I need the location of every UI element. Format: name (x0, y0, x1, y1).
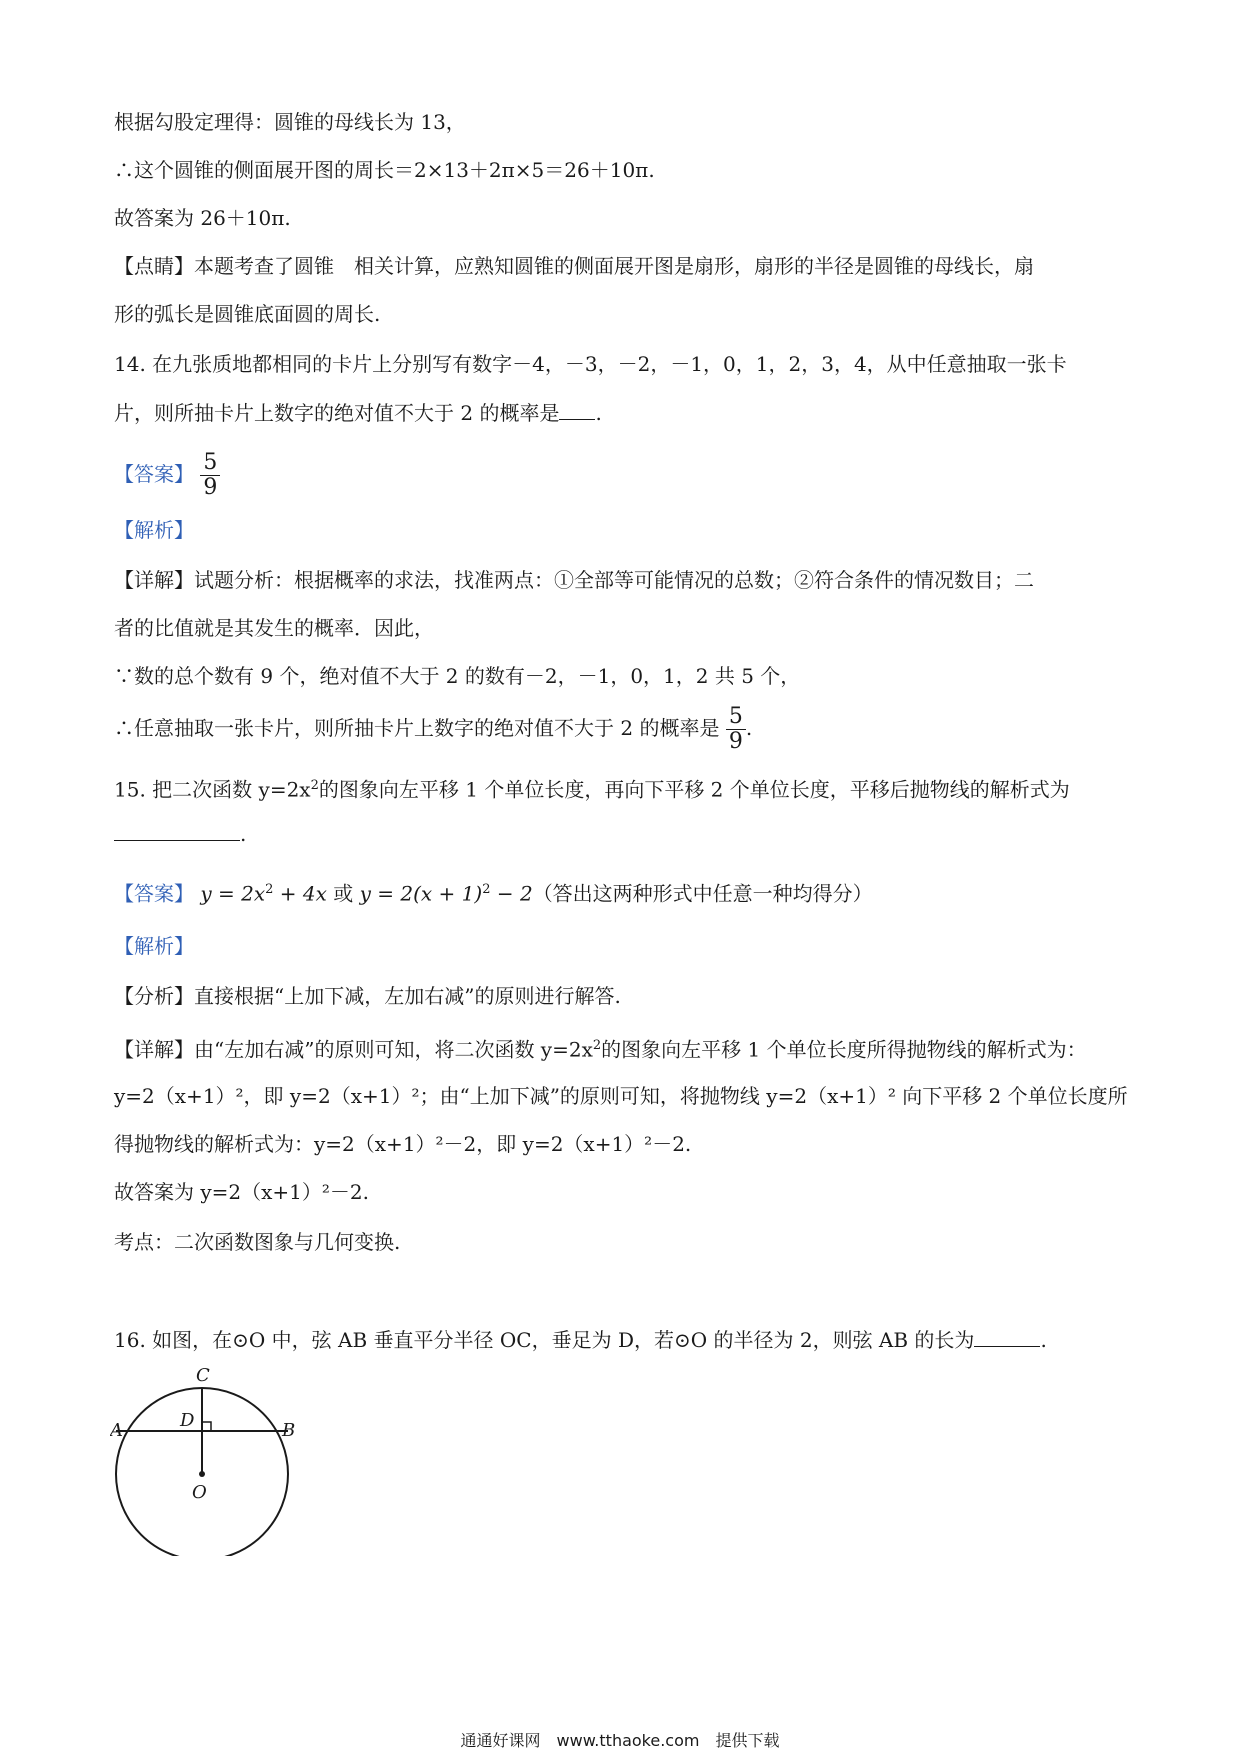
answer-blank (559, 401, 595, 420)
circle-diagram (110, 1364, 310, 1556)
analysis-tag: 【解析】 (114, 934, 194, 958)
detail-end: . (745, 716, 753, 740)
answer-tag: 【答案】 (114, 881, 194, 906)
text-line: 根据勾股定理得：圆锥的母线长为 13， (114, 110, 466, 134)
answer-blank (974, 1328, 1040, 1347)
q15-stem (114, 820, 246, 848)
fraction (200, 451, 220, 500)
label-c: C (196, 1365, 210, 1386)
q16-stem-text: 16. 如图，在⊙O 中，弦 AB 垂直平分半径 OC，垂足为 D，若⊙O 的半径为 2，则弦 AB 的长为 (114, 1328, 975, 1352)
q15-stem-end: . (240, 822, 247, 846)
detail-text: ∴任意抽取一张卡片，则所抽卡片上数字的绝对值不大于 2 的概率是 (114, 716, 720, 740)
q14-detail: 者的比值就是其发生的概率．因此， (114, 616, 434, 640)
q14-answer (114, 446, 220, 502)
answer-note: （答出这两种形式中任意一种均得分） (532, 881, 873, 906)
q14-detail (114, 566, 1034, 594)
q14-stem (114, 399, 602, 427)
superscript: 2 (592, 1038, 602, 1053)
answer-formula: − 2 (490, 881, 533, 906)
q15-detail (114, 1032, 1087, 1064)
fraction-denominator: 9 (728, 729, 743, 754)
answer-blank (114, 822, 240, 841)
analysis-tag: 【解析】 (114, 518, 194, 542)
fenxi-tag: 【分析】 (114, 984, 194, 1008)
fraction-numerator: 5 (200, 451, 220, 476)
label-o: O (192, 1482, 207, 1503)
answer-formula: y = 2(x + 1) (359, 881, 483, 906)
footer: 通通好课网 www.tthaoke.com 提供下载 (460, 1731, 780, 1750)
right-angle-mark (202, 1422, 211, 1431)
superscript: 2 (482, 882, 491, 897)
fraction-denominator: 9 (203, 475, 218, 500)
dianjing-tag: 【点睛】 (114, 254, 194, 278)
detail-text: 的图象向左平移 1 个单位长度所得抛物线的解析式为： (601, 1037, 1087, 1062)
q15-fenxi (114, 982, 621, 1010)
text-line: 形的弧长是圆锥底面圆的周长. (114, 302, 381, 326)
answer-formula: y = 2x (200, 881, 266, 906)
q16-stem-end: . (1040, 1328, 1047, 1352)
superscript: 2 (310, 778, 319, 793)
q14-stem-text: 片，则所抽卡片上数字的绝对值不大于 2 的概率是 (114, 401, 560, 425)
text-line: ∴这个圆锥的侧面展开图的周长＝2×13＋2π×5＝26＋10π. (114, 158, 655, 182)
q15-detail: 故答案为 y=2（x+1）²－2. (114, 1180, 369, 1204)
label-d: D (180, 1410, 195, 1431)
q14-stem: 14. 在九张质地都相同的卡片上分别写有数字－4，－3，－2，－1，0，1，2，3，4，从中任意抽取一张卡 (114, 352, 1067, 376)
answer-formula: + 4x (273, 881, 327, 906)
center-point (199, 1471, 205, 1477)
q15-answer (114, 876, 873, 908)
detail-tag: 【详解】 (114, 1037, 194, 1062)
text-line: 故答案为 26＋10π. (114, 206, 291, 230)
answer-or: 或 (333, 881, 354, 906)
q16-stem (114, 1326, 1047, 1354)
kaodian: 考点：二次函数图象与几何变换. (114, 1230, 401, 1254)
answer-tag: 【答案】 (114, 462, 194, 486)
superscript: 2 (265, 882, 274, 897)
q15-detail: y=2（x+1）²，即 y=2（x+1）²；由“上加下减”的原则可知，将抛物线 y=2（x+1）² 向下平移 2 个单位长度所 (114, 1084, 1128, 1108)
detail-text: 试题分析：根据概率的求法，找准两点：①全部等可能情况的总数；②符合条件的情况数目；二 (194, 568, 1034, 592)
detail-text: 由“左加右减”的原则可知，将二次函数 y=2x (194, 1037, 593, 1062)
q15-stem (114, 772, 1070, 804)
q14-detail: ∵数的总个数有 9 个，绝对值不大于 2 的数有－2，－1，0，1，2 共 5 个， (114, 664, 801, 688)
fraction-numerator: 5 (726, 705, 746, 730)
dianjing-line (114, 252, 1034, 280)
dianjing-text: 本题考查了圆锥 相关计算，应熟知圆锥的侧面展开图是扇形，扇形的半径是圆锥的母线长，扇 (194, 254, 1034, 278)
label-b: B (282, 1420, 296, 1441)
q14-stem-end: . (595, 401, 602, 425)
q15-detail: 得抛物线的解析式为：y=2（x+1）²－2，即 y=2（x+1）²－2. (114, 1132, 692, 1156)
detail-tag: 【详解】 (114, 568, 194, 592)
q15-stem-text: 的图象向左平移 1 个单位长度，再向下平移 2 个单位长度，平移后抛物线的解析式为 (318, 777, 1070, 802)
fraction (726, 705, 746, 754)
fenxi-text: 直接根据“上加下减，左加右减”的原则进行解答. (194, 984, 621, 1008)
q14-detail (114, 700, 752, 756)
q15-stem-text: 15. 把二次函数 y=2x (114, 777, 311, 802)
label-a: A (110, 1420, 123, 1441)
